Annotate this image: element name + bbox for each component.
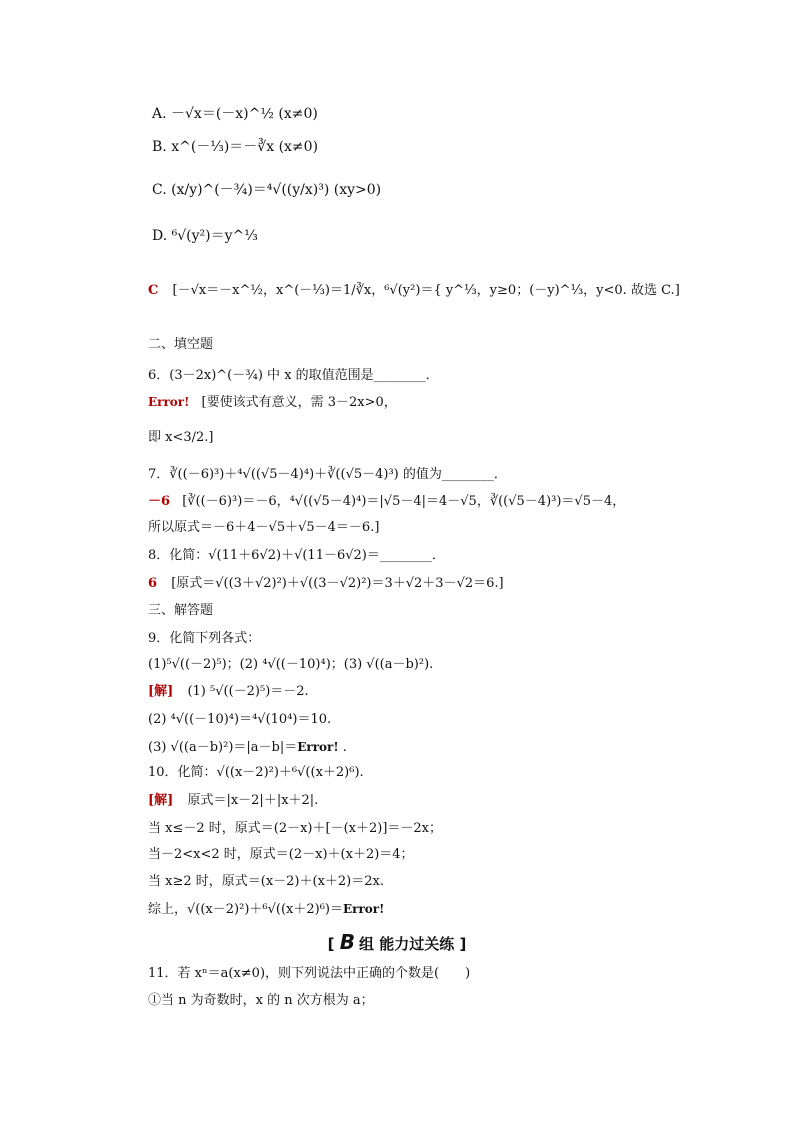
- error-marker: Error!: [148, 395, 190, 409]
- question-9-solution-3: (3) √((a－b)²)＝|a－b|＝Error! .: [148, 740, 347, 755]
- question-11-item-1: ①当 n 为奇数时，x 的 n 次方根为 a；: [148, 993, 374, 1008]
- answer-value: －6: [148, 494, 171, 509]
- question-11: 11．若 xⁿ＝a(x≠0)，则下列说法中正确的个数是( ): [148, 966, 471, 981]
- group-b-heading: [ B 组 能力过关练 ]: [327, 930, 467, 954]
- option-b: B. x^(－⅓)＝－∛x (x≠0): [152, 139, 319, 155]
- question-10-case-1: 当 x≤－2 时，原式＝(2－x)＋[－(x＋2)]＝－2x；: [148, 821, 442, 836]
- question-10-solution-0: [148, 791, 318, 811]
- question-7-solution: [148, 492, 625, 512]
- question-7: 7．∛((－6)³)＋⁴√((√5－4)⁴)＋∛((√5－4)³) 的值为________．: [148, 467, 507, 482]
- solution-text: (1) ⁵√((－2)⁵)＝－2.: [187, 684, 309, 699]
- option-d: D. ⁶√(y²)＝y^⅓: [152, 228, 258, 244]
- question-10-case-2: 当－2<x<2 时，原式＝(2－x)＋(x＋2)＝4；: [148, 847, 414, 862]
- solution-text: [要使该式有意义，需 3－2x>0，: [201, 395, 397, 410]
- option-a: A. －√x＝(－x)^½ (x≠0): [152, 106, 318, 122]
- question-9-items: (1)⁵√((－2)⁵)；(2) ⁴√((－10)⁴)；(3) √((a－b)²).: [148, 657, 434, 672]
- option-c: C. (x/y)^(－¾)＝⁴√((y/x)³) (xy>0): [152, 182, 382, 198]
- question-8-solution: [148, 574, 504, 594]
- section-answer-questions: 三、解答题: [148, 603, 214, 618]
- question-9-solution-1: [148, 682, 309, 702]
- question-10-case-3: 当 x≥2 时，原式＝(x－2)＋(x＋2)＝2x.: [148, 874, 384, 889]
- question-6-solution-2: 即 x<3/2.]: [148, 430, 214, 445]
- answer-explanation: [－√x＝－x^½，x^(－⅓)＝1/∛x，⁶√(y²)＝{ y^⅓，y≥0；(－y)^⅓，y<0. 故选 C.]: [172, 283, 680, 298]
- solution-label: [解]: [148, 793, 174, 808]
- group-title-text: 组 能力过关练: [359, 935, 455, 953]
- solution-text: [∛((－6)³)＝－6，⁴√((√5－4)⁴)＝|√5－4|＝4－√5，∛((√5－4)³)＝√5－4，: [182, 494, 626, 509]
- answer-5: [148, 281, 680, 301]
- question-9: 9．化简下列各式：: [148, 631, 261, 646]
- section-fill-blank: 二、填空题: [148, 337, 214, 352]
- group-letter: B: [339, 930, 355, 954]
- solution-text: 综上，√((x－2)²)＋⁶√((x＋2)⁶)＝: [148, 902, 343, 917]
- question-10-summary: [148, 899, 384, 920]
- error-marker: Error!: [297, 740, 339, 754]
- question-7-solution-2: 所以原式＝－6＋4－√5＋√5－4＝－6.]: [148, 520, 380, 535]
- question-6-solution: [148, 392, 397, 413]
- answer-letter: C: [148, 283, 159, 298]
- question-9-solution-2: (2) ⁴√((－10)⁴)＝⁴√(10⁴)＝10.: [148, 712, 332, 727]
- question-10: 10．化简：√((x－2)²)＋⁶√((x＋2)⁶).: [148, 765, 364, 780]
- answer-value: 6: [148, 576, 158, 591]
- solution-text: (3) √((a－b)²)＝|a－b|＝: [148, 740, 298, 755]
- question-6: 6．(3－2x)^(－¾) 中 x 的取值范围是________．: [148, 368, 439, 383]
- solution-label: [解]: [148, 684, 174, 699]
- question-8: 8．化简：√(11＋6√2)＋√(11－6√2)＝________．: [148, 548, 445, 563]
- solution-text: 原式＝|x－2|＋|x＋2|.: [187, 793, 319, 808]
- solution-text: [原式＝√((3＋√2)²)＋√((3－√2)²)＝3＋√2＋3－√2＝6.]: [171, 576, 504, 591]
- error-marker: Error!: [342, 902, 385, 916]
